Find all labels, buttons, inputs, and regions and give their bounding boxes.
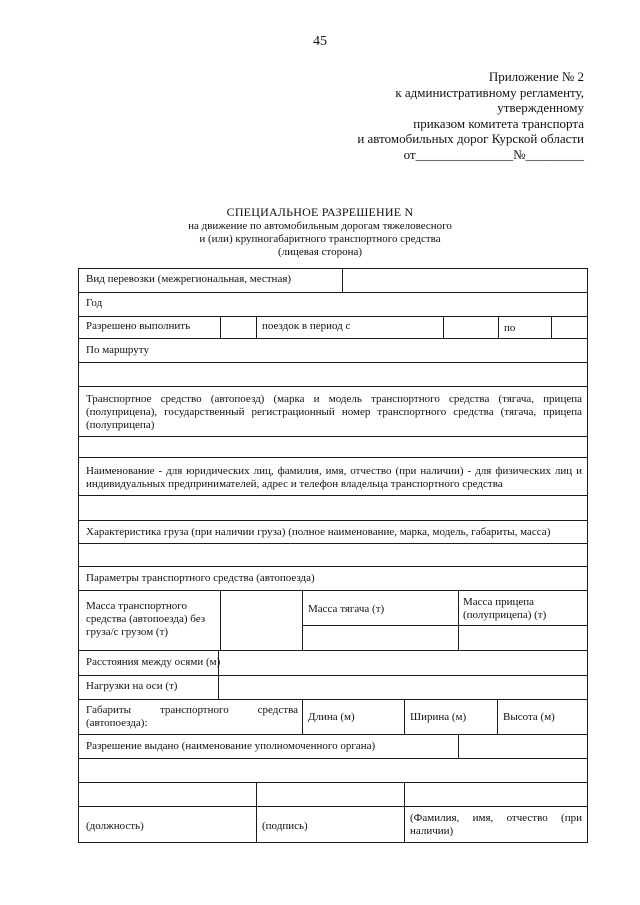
row-line xyxy=(78,338,588,339)
column-line xyxy=(551,316,552,338)
table-border xyxy=(78,268,79,843)
title-main: СПЕЦИАЛЬНОЕ РАЗРЕШЕНИЕ N xyxy=(226,205,414,219)
row-line xyxy=(78,520,588,521)
mass-vehicle-label: Масса транспортного средства (автопоезда) без груза/с грузом (т) xyxy=(86,600,206,638)
row-line xyxy=(78,734,588,735)
height-label: Высота (м) xyxy=(503,711,555,723)
row-line xyxy=(78,292,588,293)
signature-label: (подпись) xyxy=(262,820,308,832)
row-line xyxy=(78,650,588,651)
column-line xyxy=(443,316,444,338)
appendix-line: приказом комитета транспорта xyxy=(413,115,584,131)
width-label: Ширина (м) xyxy=(410,711,467,723)
params-label: Параметры транспортного средства (автопоезда) xyxy=(86,572,315,584)
issued-by-label: Разрешение выдано (наименование уполномоченного органа) xyxy=(86,740,376,752)
axle-distance-label: Расстояния между осями (м) xyxy=(86,656,221,668)
row-line xyxy=(78,316,588,317)
row-line xyxy=(78,543,588,544)
row-line xyxy=(78,782,588,783)
length-label: Длина (м) xyxy=(308,711,355,723)
column-line xyxy=(256,316,257,338)
column-line xyxy=(342,268,343,292)
transport-type-label: Вид перевозки (межрегиональная, местная) xyxy=(86,273,292,285)
column-line xyxy=(256,782,257,843)
appendix-line: утвержденному xyxy=(497,100,584,115)
table-border xyxy=(587,268,588,843)
row-line xyxy=(78,758,588,759)
row-line xyxy=(78,436,588,437)
row-line xyxy=(78,675,588,676)
year-label: Год xyxy=(86,297,103,309)
row-line xyxy=(78,386,588,387)
table-border xyxy=(78,268,588,269)
table-border xyxy=(78,842,588,843)
column-line xyxy=(220,590,221,650)
appendix-line: и автомобильных дорог Курской области xyxy=(357,131,584,146)
appendix-line: к административному регламенту, xyxy=(395,84,584,100)
to-label: по xyxy=(504,322,516,334)
route-label: По маршруту xyxy=(86,344,149,356)
row-line xyxy=(78,362,588,363)
full-name-label: (Фамилия, имя, отчество (при наличии) xyxy=(410,812,582,837)
column-line xyxy=(458,590,459,650)
vehicle-label: Транспортное средство (автопоезд) (марка и модель транспортного средства (тягача, прицепа (полуприцепа), государственный регистрационный номер транспортного средства (тягача, прицепа (полуприцепа) xyxy=(86,393,582,431)
row-line xyxy=(78,457,588,458)
cargo-label: Характеристика груза (при наличии груза) (полное наименование, марка, модель, габариты, масса) xyxy=(86,526,551,538)
position-label: (должность) xyxy=(86,820,144,832)
column-line xyxy=(404,699,405,734)
appendix-line: Приложение № 2 xyxy=(488,69,584,84)
column-line xyxy=(302,590,303,650)
trips-period-label: поездок в период с xyxy=(262,320,351,332)
dimensions-label: Габариты транспортного средства (автопоезда): xyxy=(86,704,298,729)
mass-trailer-label: Масса прицепа (полуприцепа) (т) xyxy=(463,596,547,621)
column-line xyxy=(302,699,303,734)
title-line: (лицевая сторона) xyxy=(277,246,363,258)
appendix-line: от_______________№_________ xyxy=(403,146,584,162)
row-line xyxy=(78,806,588,807)
column-line xyxy=(458,734,459,758)
row-line xyxy=(78,495,588,496)
owner-label: Наименование - для юридических лиц, фамилия, имя, отчество (при наличии) - для физических лиц и индивидуальных предпринимателей, адрес и телефон владельца транспортного средства xyxy=(86,465,582,490)
row-line xyxy=(302,625,588,626)
column-line xyxy=(498,316,499,338)
row-line xyxy=(78,566,588,567)
allowed-label: Разрешено выполнить xyxy=(86,320,191,332)
column-line xyxy=(404,782,405,843)
title-line: и (или) крупногабаритного транспортного средства xyxy=(199,233,441,245)
page-number: 45 xyxy=(313,34,327,49)
mass-tractor-label: Масса тягача (т) xyxy=(308,603,385,615)
row-line xyxy=(78,699,588,700)
title-line: на движение по автомобильным дорогам тяжеловесного xyxy=(188,220,452,232)
column-line xyxy=(497,699,498,734)
column-line xyxy=(220,316,221,338)
row-line xyxy=(78,590,588,591)
axle-load-label: Нагрузки на оси (т) xyxy=(86,680,178,692)
